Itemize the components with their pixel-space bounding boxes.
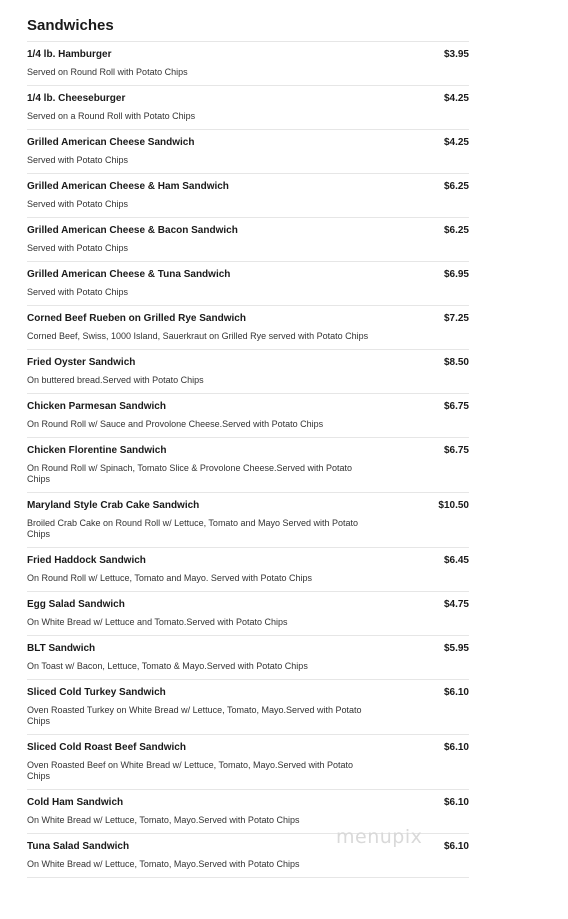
menu-item [27,548,469,592]
section-title: Sandwiches [27,0,469,42]
menu-item-header [27,225,469,237]
menu-item-name: Chicken Parmesan Sandwich [27,401,166,412]
menu-item-list [27,42,469,878]
menu-item-price: $6.10 [443,687,469,698]
menu-item [27,350,469,394]
menu-item [27,42,469,86]
menu-item-header [27,49,469,61]
menu-item [27,493,469,548]
menu-item-header [27,181,469,193]
menu-item-price: $6.10 [443,742,469,753]
menu-item-description: On White Bread w/ Lettuce and Tomato.Served with Potato Chips [27,617,288,627]
menu-item [27,86,469,130]
menu-item [27,218,469,262]
menu-item-description: On Round Roll w/ Sauce and Provolone Cheese.Served with Potato Chips [27,419,324,429]
menu-item-name: 1/4 lb. Cheeseburger [27,93,126,104]
menu-item-price: $6.25 [443,181,469,192]
menu-item-name: Grilled American Cheese Sandwich [27,137,195,148]
menu-item-header [27,269,469,281]
menu-item-name: Fried Oyster Sandwich [27,357,136,368]
menu-section [27,0,469,878]
menu-item-name: Sliced Cold Turkey Sandwich [27,687,166,698]
menu-item-price: $7.25 [443,313,469,324]
menu-item-price: $3.95 [443,49,469,60]
menu-item-price: $5.95 [443,643,469,654]
menu-item [27,130,469,174]
menu-item [27,636,469,680]
menu-item-header [27,445,469,457]
menu-item-description: On Round Roll w/ Lettuce, Tomato and Mayo. Served with Potato Chips [27,573,312,583]
menu-item-header [27,401,469,413]
menu-item-description: Served on Round Roll with Potato Chips [27,67,188,77]
menu-item-name: Grilled American Cheese & Tuna Sandwich [27,269,231,280]
menu-item-name: Fried Haddock Sandwich [27,555,146,566]
menu-item-price: $6.75 [443,401,469,412]
menu-item-description: Served with Potato Chips [27,243,129,253]
menu-item-description: On Toast w/ Bacon, Lettuce, Tomato & Mayo.Served with Potato Chips [27,661,308,671]
menu-item-price: $10.50 [438,500,469,511]
menu-item-name: Egg Salad Sandwich [27,599,125,610]
menu-item-price: $6.25 [443,225,469,236]
menu-item [27,306,469,350]
menu-item-header [27,555,469,567]
menu-item-price: $4.25 [443,137,469,148]
menu-item [27,394,469,438]
menu-item-name: Cold Ham Sandwich [27,797,124,808]
menu-item [27,680,469,735]
menu-item-price: $4.25 [443,93,469,104]
menu-item-header [27,841,469,853]
menu-item-name: Maryland Style Crab Cake Sandwich [27,500,200,511]
menu-item-price: $6.10 [443,797,469,808]
menu-item-description: Served with Potato Chips [27,199,129,209]
menu-item-price: $6.75 [443,445,469,456]
menu-item-name: Grilled American Cheese & Ham Sandwich [27,181,229,192]
menu-item [27,834,469,878]
menu-item-header [27,357,469,369]
menu-item-description: Corned Beef, Swiss, 1000 Island, Sauerkraut on Grilled Rye served with Potato Chips [27,331,369,341]
menu-item-price: $6.45 [443,555,469,566]
watermark-logo: menupix [336,826,423,848]
menu-item-price: $4.75 [443,599,469,610]
menu-item-description: On White Bread w/ Lettuce, Tomato, Mayo.Served with Potato Chips [27,859,300,869]
menu-item-header [27,313,469,325]
menu-item [27,790,469,834]
menu-item-description: On Round Roll w/ Spinach, Tomato Slice & Provolone Cheese.Served with Potato Chips [27,463,353,484]
menu-item-description: On buttered bread.Served with Potato Chips [27,375,204,385]
menu-item-description: Served with Potato Chips [27,287,129,297]
menu-item-description: Oven Roasted Turkey on White Bread w/ Lettuce, Tomato, Mayo.Served with Potato Chips [27,705,362,726]
menu-item-header [27,599,469,611]
menu-item [27,592,469,636]
menu-item-header [27,797,469,809]
menu-item-name: Sliced Cold Roast Beef Sandwich [27,742,186,753]
menu-item-name: BLT Sandwich [27,643,96,654]
menu-item-description: Broiled Crab Cake on Round Roll w/ Lettuce, Tomato and Mayo Served with Potato Chips [27,518,359,539]
menu-item-name: Grilled American Cheese & Bacon Sandwich [27,225,238,236]
menu-item-description: Oven Roasted Beef on White Bread w/ Lettuce, Tomato, Mayo.Served with Potato Chips [27,760,354,781]
menu-item-header [27,500,469,512]
menu-item-name: 1/4 lb. Hamburger [27,49,112,60]
menu-item [27,735,469,790]
menu-item-header [27,643,469,655]
menu-item-header [27,687,469,699]
menu-item-name: Chicken Florentine Sandwich [27,445,167,456]
menu-item-description: Served on a Round Roll with Potato Chips [27,111,196,121]
menu-item [27,174,469,218]
menu-item-price: $8.50 [443,357,469,368]
menu-item-description: Served with Potato Chips [27,155,129,165]
menu-item-header [27,137,469,149]
menu-item-header [27,93,469,105]
menu-item [27,262,469,306]
menu-item-name: Tuna Salad Sandwich [27,841,130,852]
menu-item [27,438,469,493]
menu-item-name: Corned Beef Rueben on Grilled Rye Sandwich [27,313,246,324]
menu-item-price: $6.95 [443,269,469,280]
menu-item-description: On White Bread w/ Lettuce, Tomato, Mayo.Served with Potato Chips [27,815,300,825]
menu-item-price: $6.10 [443,841,469,852]
menu-item-header [27,742,469,754]
